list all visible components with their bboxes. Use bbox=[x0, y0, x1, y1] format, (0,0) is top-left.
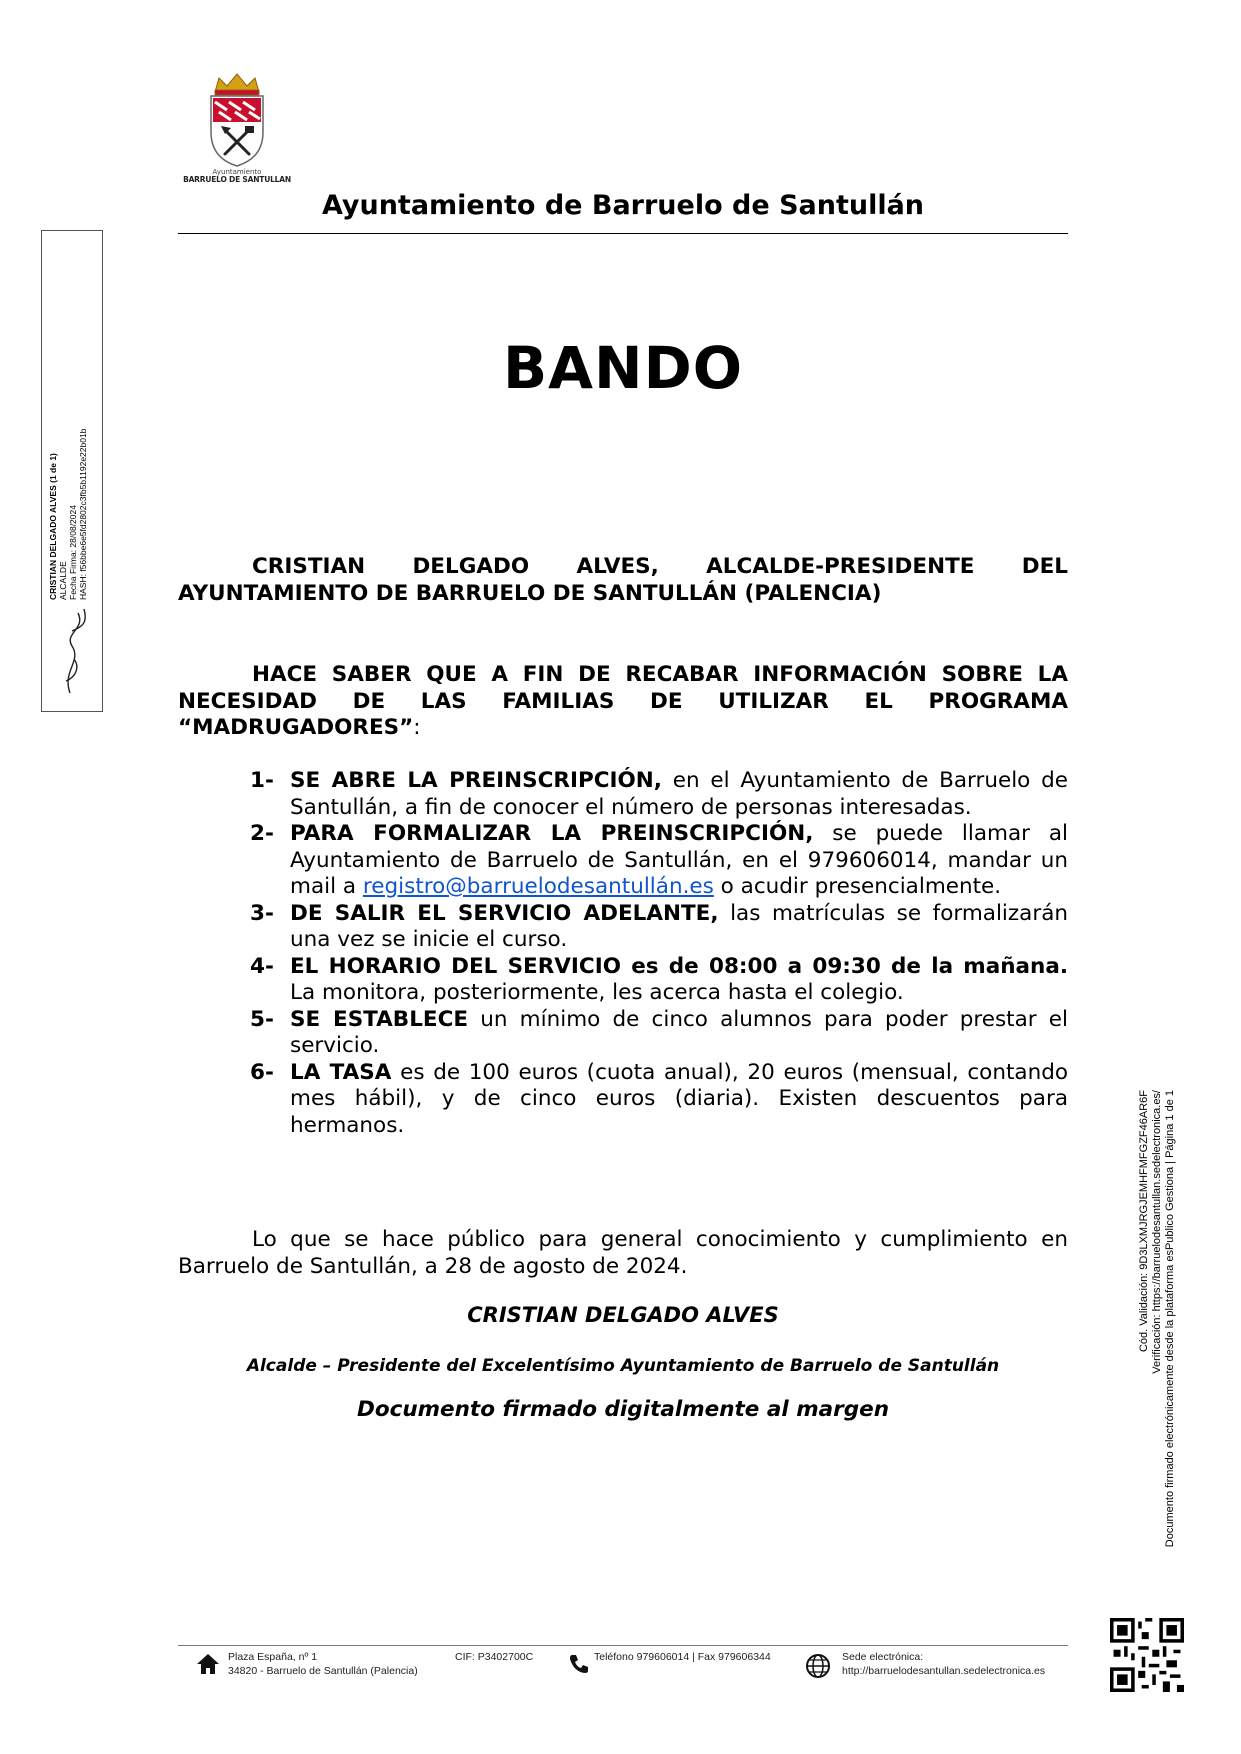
verification-url[interactable]: Verificación: https://barruelodesantullan.sedelectronica.es/ bbox=[1151, 1090, 1163, 1374]
item-text: La monitora, posteriormente, les acerca hasta el colegio. bbox=[290, 980, 904, 1005]
item-heading: SE ABRE LA PREINSCRIPCIÓN, bbox=[290, 768, 662, 793]
verification-block bbox=[1138, 1090, 1178, 1610]
crest-caption-small: Ayuntamiento bbox=[212, 168, 262, 176]
list-item bbox=[178, 821, 1068, 901]
list-item bbox=[178, 954, 1068, 1007]
item-text: las matrículas se formalizarán una vez se inicie el curso. bbox=[290, 900, 1068, 952]
verification-code: Cód. Validación: 9D3LXMJRGJEMHFMFGZF46AR6F bbox=[1138, 1090, 1150, 1353]
signer-name: CRISTIAN DELGADO ALVES bbox=[467, 1303, 779, 1327]
item-number: 4- bbox=[250, 953, 274, 979]
signature-line-3: Fecha Firma: 28/08/2024 bbox=[68, 505, 78, 600]
hace-saber-text: HACE SABER QUE A FIN DE RECABAR INFORMACIÓN SOBRE LA NECESIDAD DE LAS FAMILIAS DE UTILIZAR EL PROGRAMA “MADRUGADORES” bbox=[178, 662, 1068, 740]
item-text: se puede llamar al Ayuntamiento de Barruelo de Santullán, en el 979606014, mandar un mail a bbox=[290, 821, 1068, 899]
item-text: es de 100 euros (cuota anual), 20 euros (mensual, contando mes hábil), y de cinco euros (diaria). Existen descuentos para hermanos. bbox=[290, 1059, 1068, 1138]
signed-note: Documento firmado digitalmente al margen bbox=[356, 1397, 890, 1422]
item-number: 2- bbox=[250, 821, 274, 846]
signature-metadata bbox=[48, 300, 98, 600]
verification-note: Documento firmado electrónicamente desde la plataforma esPublico Gestiona | Página 1 de 1 bbox=[1164, 1090, 1176, 1548]
item-number: 5- bbox=[250, 1006, 274, 1032]
globe-icon bbox=[805, 1653, 831, 1679]
item-heading: EL HORARIO DEL SERVICIO es de 08:00 a 09:30 de la mañana. bbox=[290, 953, 1068, 979]
item-text: en el Ayuntamiento de Barruelo de Santullán, a fin de conocer el número de personas interesadas. bbox=[290, 768, 1068, 820]
house-icon bbox=[196, 1653, 220, 1675]
closing-text: Lo que se hace público para general conocimiento y cumplimiento en Barruelo de Santullán, a 28 de agosto de 2024. bbox=[178, 1227, 1068, 1279]
crest-caption-town: BARRUELO DE SANTULLAN bbox=[183, 175, 291, 184]
signer-role: Alcalde – Presidente del Excelentísimo Ayuntamiento de Barruelo de Santullán bbox=[246, 1356, 1000, 1376]
intro-paragraph bbox=[178, 554, 1068, 607]
hace-saber-colon: : bbox=[413, 715, 421, 740]
item-heading: PARA FORMALIZAR LA PREINSCRIPCIÓN, bbox=[290, 821, 814, 846]
footer-address bbox=[228, 1650, 418, 1678]
list-item bbox=[178, 768, 1068, 821]
intro-text: CRISTIAN DELGADO ALVES, ALCALDE-PRESIDENTE DEL AYUNTAMIENTO DE BARRUELO DE SANTULLÁN (PALENCIA) bbox=[178, 554, 1068, 606]
item-number: 1- bbox=[250, 768, 274, 793]
signature-scribble bbox=[42, 601, 102, 701]
item-heading: LA TASA bbox=[290, 1059, 392, 1085]
organization-title: Ayuntamiento de Barruelo de Santullán bbox=[321, 190, 925, 221]
hace-saber-paragraph bbox=[178, 662, 1068, 742]
footer-divider bbox=[178, 1645, 1068, 1646]
item-number: 6- bbox=[250, 1059, 274, 1085]
item-text: un mínimo de cinco alumnos para poder prestar el servicio. bbox=[290, 1006, 1068, 1058]
item-number: 3- bbox=[250, 900, 274, 926]
list-item bbox=[178, 1007, 1068, 1060]
footer-sede-url[interactable]: http://barruelodesantullan.sedelectronica.es bbox=[842, 1665, 1046, 1677]
list-item bbox=[178, 901, 1068, 954]
email-link[interactable]: registro@barruelodesantullán.es bbox=[362, 874, 714, 899]
signature-line-4: HASH: f56bbe6e5fd2802c3fb5b1192e22b01b bbox=[78, 428, 88, 600]
signature-line-2: ALCALDE bbox=[58, 561, 68, 600]
phone-icon bbox=[568, 1653, 590, 1675]
footer-sede bbox=[842, 1650, 1045, 1678]
announcement-list bbox=[178, 768, 1068, 1139]
header-divider bbox=[178, 233, 1068, 234]
footer-address-line-1: Plaza España, nº 1 bbox=[228, 1651, 318, 1663]
item-heading: SE ESTABLECE bbox=[290, 1006, 469, 1032]
closing-paragraph bbox=[178, 1227, 1068, 1280]
footer-phone: Teléfono 979606014 | Fax 979606344 bbox=[594, 1651, 771, 1663]
footer-address-line-2: 34820 - Barruelo de Santullán (Palencia) bbox=[228, 1665, 418, 1677]
document-title: BANDO bbox=[502, 334, 744, 402]
footer-cif: CIF: P3402700C bbox=[455, 1651, 534, 1663]
list-item bbox=[178, 1060, 1068, 1140]
signature-line-1: CRISTIAN DELGADO ALVES (1 de 1) bbox=[48, 453, 58, 600]
qr-code bbox=[1110, 1618, 1184, 1692]
crest-logo bbox=[178, 72, 296, 190]
item-text-after: o acudir presencialmente. bbox=[713, 874, 1002, 899]
item-heading: DE SALIR EL SERVICIO ADELANTE, bbox=[290, 900, 719, 926]
footer-sede-label: Sede electrónica: bbox=[842, 1651, 924, 1663]
coat-of-arms-icon bbox=[207, 72, 267, 168]
